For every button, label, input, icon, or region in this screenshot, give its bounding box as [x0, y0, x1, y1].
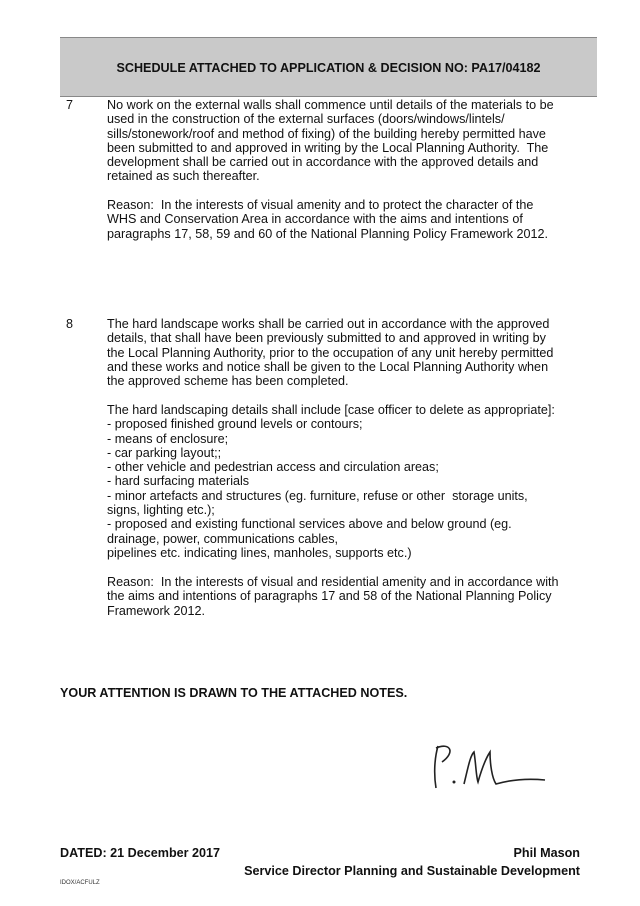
condition-reason: Reason: In the interests of visual and residential amenity and in accordance with the aims and intentions of paragraphs 17 and 58 of the National Planning Policy Framework 2012. — [107, 575, 559, 618]
condition-text: No work on the external walls shall commence until details of the materials to be used in the construction of the external surfaces (doors/windows/lintels/ sills/stonework/roof and method of fixing) of the building hereby permitted have been submitted to and approved in writing by the Local Planning Authority. The development shall be carried out in accordance with the approved details and retained as such thereafter. — [107, 98, 554, 184]
signatory-role: Service Director Planning and Sustainable Development — [244, 864, 580, 878]
schedule-header — [60, 37, 597, 97]
condition-text: The hard landscape works shall be carried out in accordance with the approved details, that shall have been previously submitted to and approved in writing by the Local Planning Authority, prior to the occupation of any unit hereby permitted and these works and notice shall be given to the Local Planning Authority when the approved scheme has been completed. — [107, 317, 554, 389]
attention-notice: YOUR ATTENTION IS DRAWN TO THE ATTACHED NOTES. — [60, 686, 408, 700]
condition-number: 7 — [66, 98, 74, 112]
signatory-name: Phil Mason — [513, 846, 580, 860]
dated: DATED: 21 December 2017 — [60, 846, 221, 860]
landscaping-details: The hard landscaping details shall include [case officer to delete as appropriate]: - proposed finished ground levels or contours; - means of enclosure; - car parking layout;; - other vehicle and pedestrian access and circulation areas; - hard surfacing materials - minor artefacts and structures (eg. furniture, refuse or other storage units, signs, lighting etc.); - proposed and existing functional services above and below ground (eg. drainage, power, communications cables, pipelines etc. indicating lines, manholes, supports etc.) — [107, 403, 555, 560]
document-ref: IDOX/ACFULZ — [60, 880, 100, 886]
schedule-title: SCHEDULE ATTACHED TO APPLICATION & DECISION NO: PA17/04182 — [116, 61, 541, 75]
condition-number: 8 — [66, 317, 74, 331]
condition-reason: Reason: In the interests of visual amenity and to protect the character of the WHS and Conservation Area in accordance with the aims and intentions of paragraphs 17, 58, 59 and 60 of the National Planning Policy Framework 2012. — [107, 198, 549, 241]
signature — [420, 738, 550, 794]
